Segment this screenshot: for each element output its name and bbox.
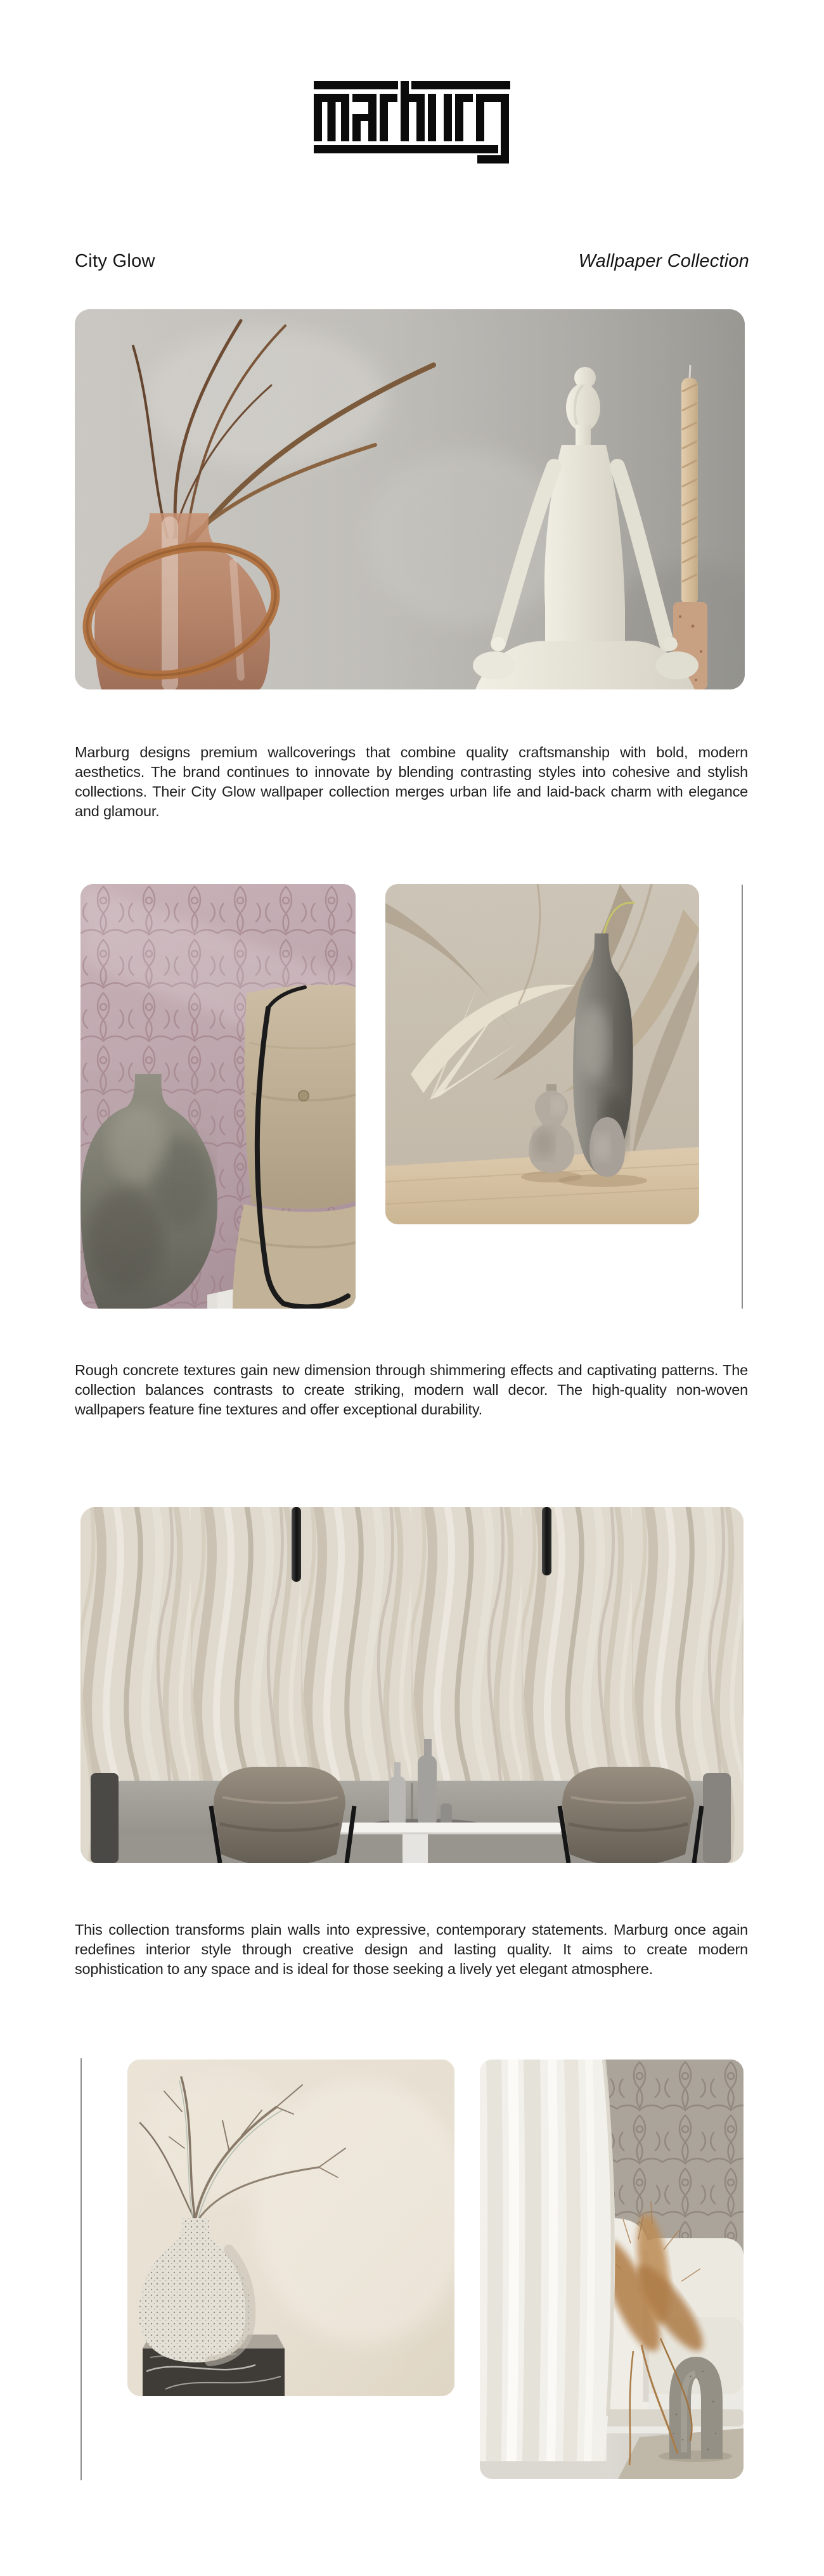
marburg-logo [314, 81, 510, 163]
collection-subtitle: Wallpaper Collection [578, 251, 749, 271]
lounge-chair [233, 985, 356, 1309]
logo-header [314, 81, 510, 163]
hero-photo [75, 309, 745, 689]
vertical-divider-left [80, 2058, 82, 2480]
closing-paragraph: This collection transforms plain walls into expressive, contemporary statements. Marburg once again redefines interior style through creative design and lasting quality. It aims to create modern sophistication to any space and is ideal for those seeking a lively yet elegant atmosphere. [75, 1921, 748, 1977]
branch-vase-photo [127, 2060, 454, 2396]
botanical-vases-photo [385, 884, 699, 1224]
stone-vase [80, 1071, 217, 1309]
sofa-pampas-illustration [480, 2060, 744, 2479]
candle [681, 378, 698, 606]
intro-paragraph: Marburg designs premium wallcoverings that combine quality craftsmanship with bold, modern aesthetics. The brand continues to innovate by blending contrasting styles into cohesive and stylish collections. Their City Glow wallpaper collection merges urban life and laid-back charm with elegance and glamour. [75, 744, 748, 819]
hero-photo-illustration [75, 309, 745, 689]
damask-chair-illustration [80, 884, 356, 1309]
wavy-wall-photo [80, 1507, 744, 1863]
vertical-divider-right [742, 885, 743, 1309]
sofa-pampas-photo [480, 2060, 744, 2479]
wavy-wall-illustration [80, 1507, 744, 1863]
collection-title: City Glow [75, 251, 155, 271]
vase-bottle [418, 1755, 437, 1827]
branch-vase-illustration [127, 2060, 454, 2396]
texture-paragraph: Rough concrete textures gain new dimension through shimmering effects and captivating patterns. The collection balances contrasts to create striking, modern wall decor. The high-quality non-woven wallpapers feature fine textures and offer exceptional durability. [75, 1362, 748, 1418]
vase-bottle [389, 1776, 406, 1827]
pendant-light [542, 1507, 551, 1575]
title-bar [75, 251, 749, 272]
wooden-chair [211, 1767, 354, 1863]
botanical-vases-illustration [385, 884, 699, 1224]
pendant-light [292, 1507, 301, 1582]
sheer-curtain [480, 2060, 615, 2479]
small-vase [589, 1117, 625, 1177]
wooden-chair [560, 1767, 702, 1863]
damask-chair-photo [80, 884, 356, 1309]
